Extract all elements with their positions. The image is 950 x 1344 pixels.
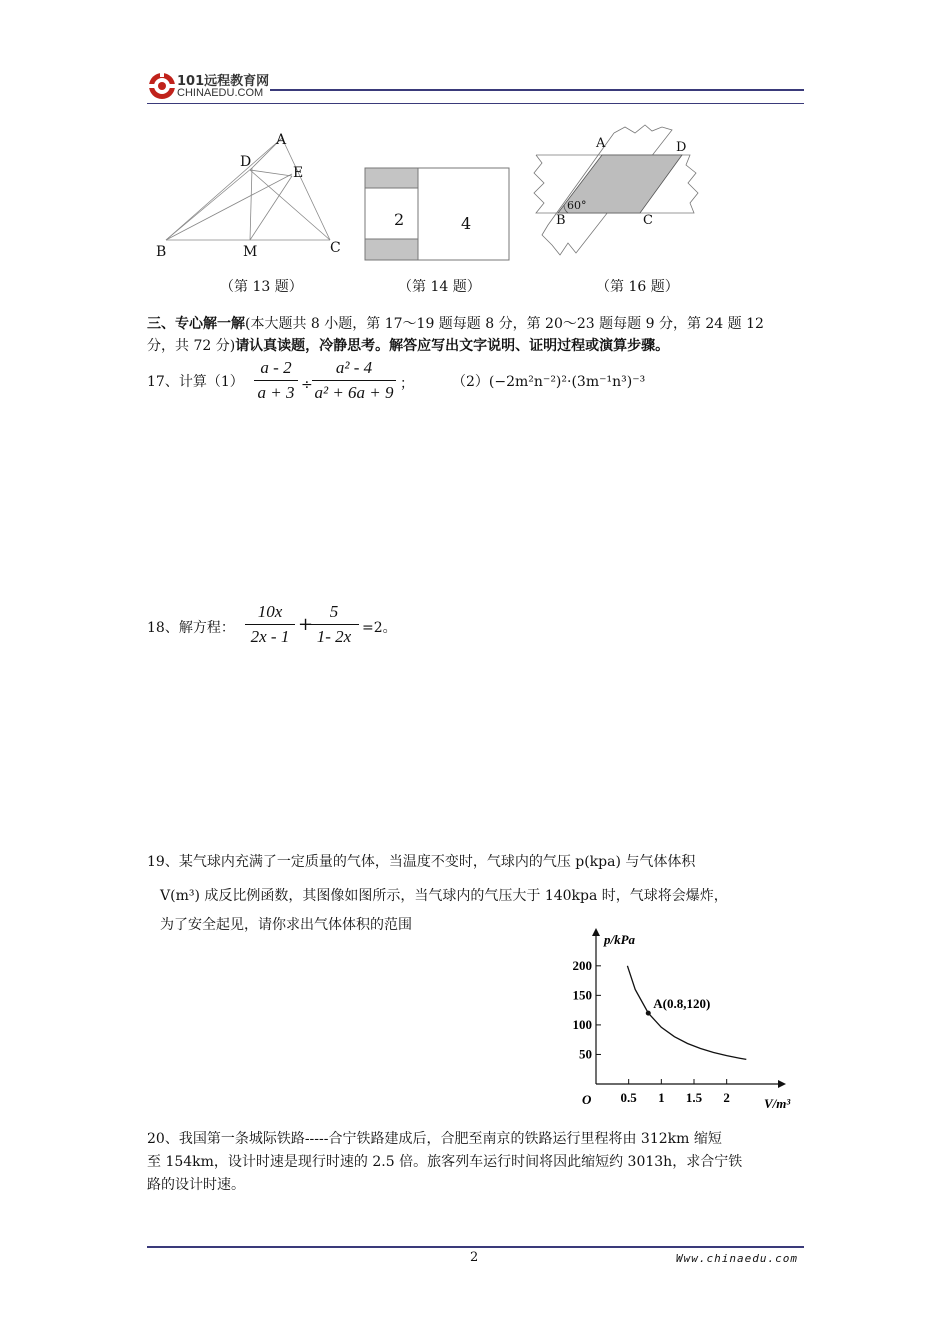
x-tick-label: 1.5 bbox=[685, 1090, 703, 1105]
fig14-number-2: 2 bbox=[394, 210, 405, 229]
q18-end: 。 bbox=[382, 620, 397, 636]
q17-f2-denominator: a² + 6a + 9 bbox=[314, 383, 394, 402]
q19-line-1: 19、某气球内充满了一定质量的气体，当温度不变时，气球内的气压 p(kpa) 与气体体积 bbox=[147, 854, 696, 870]
q19-line-2: V(m³) 成反比例函数，其图像如图所示，当气球内的气压大于 140kpa 时，气球将会爆炸， bbox=[160, 888, 728, 904]
page-number: 2 bbox=[470, 1250, 479, 1265]
fig13-label-a: A bbox=[276, 132, 287, 148]
q17-semicolon: ； bbox=[400, 376, 414, 392]
y-tick-label: 200 bbox=[572, 957, 592, 973]
fig16-label-b: B bbox=[556, 213, 566, 228]
x-axis-label: V/m³ bbox=[764, 1096, 791, 1111]
q18-fraction-1 bbox=[245, 602, 295, 647]
figure-13-triangle bbox=[150, 128, 350, 263]
fig16-label-d: D bbox=[676, 140, 687, 155]
section3-note: (本大题共 8 小题，第 17～19 题每题 8 分，第 20～23 题每题 9 分，第 24 题 12 bbox=[245, 316, 764, 332]
fig13-label-m: M bbox=[243, 244, 258, 260]
header-rule bbox=[270, 89, 804, 91]
section3-header bbox=[147, 312, 807, 336]
point-a-label: A(0.8,120) bbox=[653, 996, 711, 1012]
fig14-number-4: 4 bbox=[461, 214, 472, 233]
y-tick-label: 100 bbox=[572, 1016, 592, 1032]
logo-chinese-text: 101远程教育网 bbox=[177, 74, 270, 89]
q20-line-2: 至 154km，设计时速是现行时速的 2.5 倍。旅客列车运行时间将因此缩短约 3013h，求合宁铁 bbox=[147, 1154, 743, 1170]
fig16-label-c: C bbox=[643, 213, 653, 228]
q18-label: 18、解方程： bbox=[147, 620, 235, 636]
q18-f2-numerator: 5 bbox=[329, 602, 339, 621]
x-tick-label: 2 bbox=[723, 1090, 730, 1105]
q17-f1-denominator: a + 3 bbox=[257, 383, 295, 402]
footer-website: Www.chinaedu.com bbox=[676, 1252, 798, 1265]
q18-f2-denominator: 1- 2x bbox=[316, 627, 352, 646]
logo-english-text: CHINAEDU.COM bbox=[177, 87, 264, 99]
q17-part2-expression: (−2m²n⁻²)²·(3m⁻¹n³)⁻³ bbox=[488, 374, 646, 390]
q20-line-3: 路的设计时速。 bbox=[147, 1177, 245, 1193]
y-axis-label: p/kPa bbox=[604, 932, 636, 947]
q17-f2-numerator: a² - 4 bbox=[335, 358, 373, 377]
q17-fraction-1 bbox=[254, 358, 298, 403]
q17-f1-numerator: a - 2 bbox=[260, 358, 292, 377]
fig16-label-a: A bbox=[596, 136, 606, 151]
y-tick-label: 150 bbox=[572, 987, 592, 1003]
q18-plus-sign: + bbox=[298, 614, 314, 635]
x-tick-label: 1 bbox=[658, 1090, 665, 1105]
q17-fraction-2 bbox=[312, 358, 396, 403]
q17-part2 bbox=[452, 370, 645, 394]
section3-title: 三、专心解一解 bbox=[147, 316, 245, 332]
fig16-caption: （第 16 题） bbox=[596, 279, 679, 295]
point-a bbox=[646, 1011, 651, 1016]
q19-line-3: 为了安全起见，请你求出气体体积的范围 bbox=[160, 917, 412, 933]
y-tick-label: 50 bbox=[579, 1046, 592, 1062]
fig13-label-b: B bbox=[156, 244, 167, 260]
q18-f1-numerator: 10x bbox=[257, 602, 283, 621]
q18-f1-denominator: 2x - 1 bbox=[250, 627, 290, 646]
section3-header-line2 bbox=[147, 334, 807, 358]
q18-fraction-2 bbox=[309, 602, 359, 647]
fig13-label-d: D bbox=[240, 154, 252, 170]
section3-instruction: 请认真读题，冷静思考。解答应写出文字说明、证明过程或演算步骤。 bbox=[235, 338, 670, 354]
x-tick-label: 0.5 bbox=[620, 1090, 637, 1105]
header-rule-thin bbox=[147, 103, 804, 104]
fig14-caption: （第 14 题） bbox=[398, 279, 481, 295]
fig13-caption: （第 13 题） bbox=[220, 279, 303, 295]
fig13-label-e: E bbox=[293, 165, 304, 181]
section3-note2: 分，共 72 分) bbox=[147, 338, 236, 354]
q20-line-1: 20、我国第一条城际铁路-----合宁铁路建成后，合肥至南京的铁路运行里程将由 312km 缩短 bbox=[147, 1131, 722, 1147]
figure-14-rectangles bbox=[364, 167, 510, 262]
curve-line bbox=[627, 966, 746, 1060]
q17-label: 17、计算（1） bbox=[147, 374, 244, 390]
x-axis-arrow bbox=[778, 1080, 786, 1088]
q19-pressure-volume-chart bbox=[560, 932, 791, 1114]
origin-label: O bbox=[582, 1092, 592, 1107]
footer-rule bbox=[147, 1246, 804, 1248]
q18-rhs-value: =2 bbox=[362, 620, 383, 636]
fig16-angle-label: 60° bbox=[567, 199, 587, 212]
q17-part2-label: （2） bbox=[452, 374, 489, 390]
q17-divide-sign: ÷ bbox=[301, 377, 313, 393]
fig13-label-c: C bbox=[330, 240, 341, 256]
q18-rhs bbox=[362, 616, 397, 640]
